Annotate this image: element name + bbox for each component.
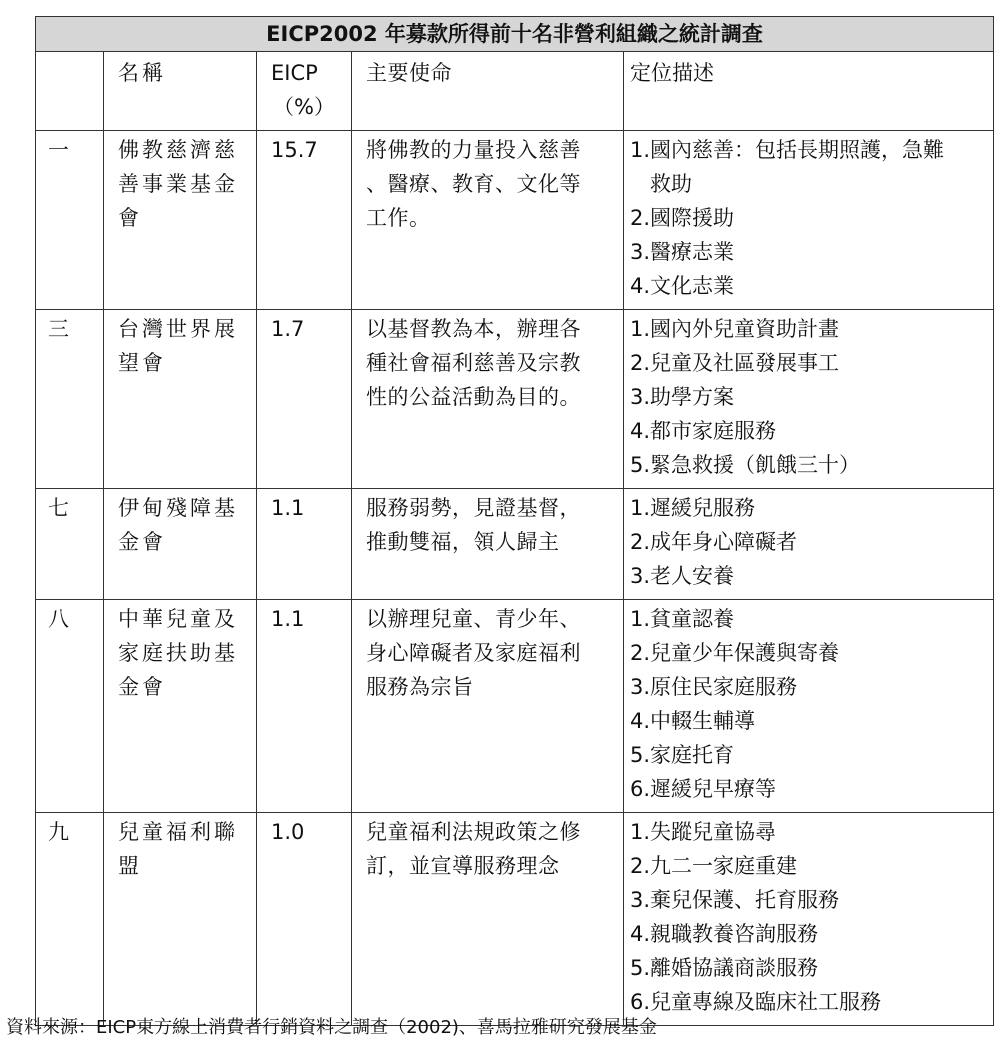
org-name-line: 金會 — [118, 530, 166, 554]
mission-cell — [352, 310, 624, 489]
description-item: 4.中輟生輔導 — [630, 709, 756, 733]
rank-cell: 七 — [36, 489, 104, 600]
mission-line: 以辦理兒童、青少年、 — [366, 607, 581, 631]
description-cell — [624, 489, 994, 600]
header-name — [104, 52, 257, 131]
description-item: 救助 — [650, 172, 692, 196]
description-item: 2.兒童少年保護與寄養 — [630, 641, 840, 665]
description-item: 3.棄兒保護、托育服務 — [630, 888, 840, 912]
rank-cell: 三 — [36, 310, 104, 489]
org-name-line: 會 — [118, 206, 142, 230]
mission-cell — [352, 600, 624, 813]
description-item: 1.國內外兒童資助計畫 — [630, 317, 840, 341]
description-item: 4.親職教養咨詢服務 — [630, 922, 819, 946]
mission-line: 服務弱勢，見證基督， — [366, 496, 581, 520]
mission-line: 訂，並宣導服務理念 — [366, 854, 560, 878]
description-item: 3.醫療志業 — [630, 240, 735, 264]
eicp-value-cell: 1.7 — [257, 310, 352, 489]
org-name-line: 盟 — [118, 854, 142, 878]
org-name-cell — [104, 489, 257, 600]
description-item: 5.緊急救援（飢餓三十） — [630, 453, 861, 477]
mission-line: 將佛教的力量投入慈善 — [366, 138, 581, 162]
org-name-cell — [104, 131, 257, 310]
org-name-line: 中華兒童及 — [118, 607, 238, 631]
description-cell — [624, 600, 994, 813]
description-item: 3.助學方案 — [630, 385, 735, 409]
org-name-cell — [104, 310, 257, 489]
description-item: 6.兒童專線及臨床社工服務 — [630, 990, 882, 1014]
description-item: 5.家庭托育 — [630, 743, 735, 767]
header-rank — [36, 52, 104, 131]
header-name-label: 名稱 — [118, 61, 166, 85]
rank-cell: 八 — [36, 600, 104, 813]
mission-line: 身心障礙者及家庭福利 — [366, 641, 581, 665]
eicp-value-cell: 1.1 — [257, 600, 352, 813]
mission-line: 工作。 — [366, 206, 431, 230]
description-item: 6.遲緩兒早療等 — [630, 777, 777, 801]
org-name-line: 金會 — [118, 675, 166, 699]
mission-line: 以基督教為本，辦理各 — [366, 317, 581, 341]
org-name-line: 台灣世界展 — [118, 317, 238, 341]
table-title-row — [36, 17, 994, 52]
header-eicp-unit: （%） — [273, 95, 335, 119]
description-item: 5.離婚協議商談服務 — [630, 956, 819, 980]
org-name-line: 善事業基金 — [118, 172, 238, 196]
header-description — [624, 52, 994, 131]
source-note: 資料來源：EICP東方線上消費者行銷資料之調查（2002)、喜馬拉雅研究發展基金 — [6, 1017, 657, 1038]
org-name-line: 佛教慈濟慈 — [118, 138, 238, 162]
description-item: 2.九二一家庭重建 — [630, 854, 798, 878]
description-item: 3.原住民家庭服務 — [630, 675, 798, 699]
eicp-value-cell: 15.7 — [257, 131, 352, 310]
description-item: 1.失蹤兒童協尋 — [630, 820, 777, 844]
table-title: EICP2002 年募款所得前十名非營利組織之統計調查 — [36, 17, 994, 52]
header-eicp-label: EICP — [271, 61, 318, 85]
npo-statistics-table — [35, 16, 994, 1026]
description-cell — [624, 131, 994, 310]
table-header-row — [36, 52, 994, 131]
org-name-line: 望會 — [118, 351, 166, 375]
eicp-value-cell: 1.1 — [257, 489, 352, 600]
mission-line: 服務為宗旨 — [366, 675, 474, 699]
description-item: 3.老人安養 — [630, 564, 735, 588]
org-name-cell — [104, 600, 257, 813]
org-name-line: 伊甸殘障基 — [118, 496, 238, 520]
table-row — [36, 310, 994, 489]
description-item: 2.國際援助 — [630, 206, 735, 230]
mission-line: 推動雙福，領人歸主 — [366, 530, 560, 554]
description-item: 2.成年身心障礙者 — [630, 530, 798, 554]
table-row — [36, 813, 994, 1026]
mission-line: 、醫療、教育、文化等 — [366, 172, 581, 196]
table-row — [36, 600, 994, 813]
mission-line: 種社會福利慈善及宗教 — [366, 351, 581, 375]
mission-line: 性的公益活動為目的。 — [366, 385, 581, 409]
table-body — [36, 131, 994, 1026]
mission-cell — [352, 489, 624, 600]
header-eicp — [257, 52, 352, 131]
description-item: 1.國內慈善：包括長期照護，急難 — [630, 138, 945, 162]
description-item: 4.都市家庭服務 — [630, 419, 777, 443]
table-row — [36, 489, 994, 600]
rank-cell: 九 — [36, 813, 104, 1026]
table-row — [36, 131, 994, 310]
description-item: 1.貧童認養 — [630, 607, 735, 631]
description-cell — [624, 310, 994, 489]
header-mission-label: 主要使命 — [366, 61, 452, 85]
header-description-label: 定位描述 — [630, 61, 714, 85]
description-item: 1.遲緩兒服務 — [630, 496, 756, 520]
eicp-value-cell: 1.0 — [257, 813, 352, 1026]
org-name-line: 家庭扶助基 — [118, 641, 238, 665]
org-name-cell — [104, 813, 257, 1026]
header-mission — [352, 52, 624, 131]
description-cell — [624, 813, 994, 1026]
rank-cell: 一 — [36, 131, 104, 310]
org-name-line: 兒童福利聯 — [118, 820, 238, 844]
mission-line: 兒童福利法規政策之修 — [366, 820, 581, 844]
statistics-table-container — [35, 16, 993, 1026]
mission-cell — [352, 131, 624, 310]
description-item: 4.文化志業 — [630, 274, 735, 298]
description-item: 2.兒童及社區發展事工 — [630, 351, 840, 375]
mission-cell — [352, 813, 624, 1026]
